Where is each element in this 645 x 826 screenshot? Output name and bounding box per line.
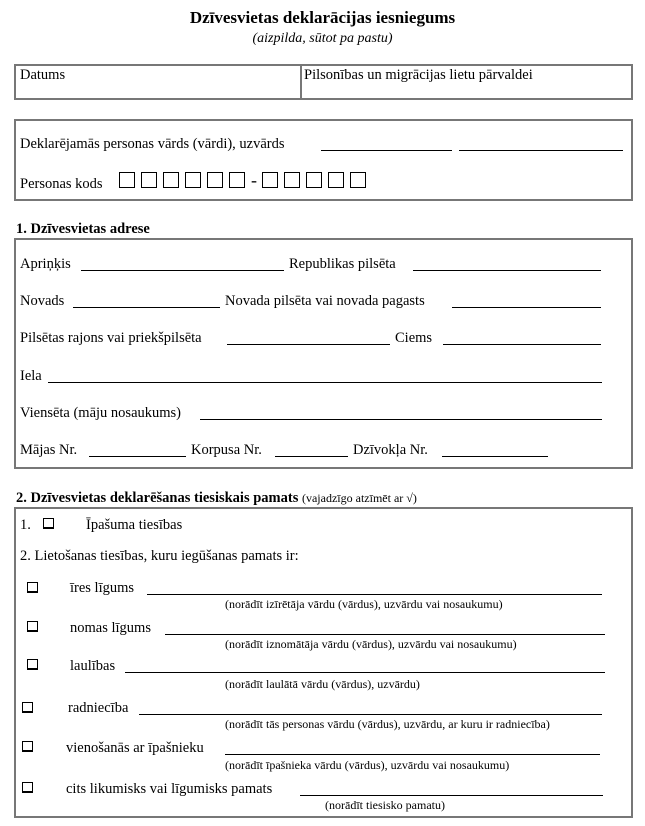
district-label: Apriņķis [20,256,71,272]
code-digit-3[interactable] [163,172,179,188]
form-title: Dzīvesvietas deklarācijas iesniegums [189,8,456,27]
rent-input[interactable] [165,634,605,635]
person-name-input[interactable] [321,150,452,151]
street-label: Iela [20,368,42,384]
other-basis-checkbox[interactable] [22,782,33,793]
other-basis-input[interactable] [300,795,603,796]
marriage-label: laulības [70,658,116,674]
code-digit-8[interactable] [284,172,300,188]
district-input[interactable] [81,270,284,271]
section2-note: (vajadzīgo atzīmēt ar √) [301,491,417,505]
agreement-input[interactable] [225,754,600,755]
person-surname-input[interactable] [459,150,623,151]
municipality-city-input[interactable] [452,307,601,308]
house-no-input[interactable] [89,456,186,457]
address-box [14,238,633,469]
code-digit-4[interactable] [185,172,201,188]
building-no-input[interactable] [275,456,348,457]
code-digit-6[interactable] [229,172,245,188]
house-no-label: Mājas Nr. [20,442,78,458]
lease-input[interactable] [147,594,602,595]
marriage-checkbox[interactable] [27,659,38,670]
building-no-label: Korpusa Nr. [191,442,262,458]
lease-checkbox[interactable] [27,582,38,593]
kinship-input[interactable] [139,714,602,715]
village-input[interactable] [443,344,601,345]
box-divider [300,66,302,98]
code-digit-2[interactable] [141,172,157,188]
code-digit-5[interactable] [207,172,223,188]
agreement-label: vienošanās ar īpašnieku [66,740,204,756]
item1-number: 1. [20,517,31,533]
homestead-label: Viensēta (māju nosaukums) [20,405,182,421]
section1-title: 1. Dzīvesvietas adrese [16,221,150,237]
homestead-input[interactable] [200,419,602,420]
section2-title [16,490,417,507]
city-district-label: Pilsētas rajons vai priekšpilsēta [20,330,202,346]
rent-checkbox[interactable] [27,621,38,632]
section2-title-text: 2. Dzīvesvietas deklarēšanas tiesiskais pamats [16,490,299,506]
other-basis-hint: (norādīt tiesisko pamatu) [325,798,445,812]
municipality-label: Novads [20,293,65,309]
lease-hint: (norādīt izīrētāja vārdu (vārdus), uzvārdu vai nosaukumu) [225,597,503,611]
agreement-checkbox[interactable] [22,741,33,752]
street-input[interactable] [48,382,602,383]
ownership-checkbox[interactable] [43,518,54,529]
kinship-checkbox[interactable] [22,702,33,713]
rent-label: nomas līgums [70,620,151,636]
kinship-hint: (norādīt tās personas vārdu (vārdus), uzvārdu, ar kuru ir radniecība) [225,717,550,731]
apartment-no-label: Dzīvokļa Nr. [353,442,428,458]
code-digit-9[interactable] [306,172,322,188]
lease-label: īres līgums [70,580,135,596]
marriage-input[interactable] [125,672,605,673]
date-field[interactable]: Datums [20,67,66,83]
municipality-city-label: Novada pilsēta vai novada pagasts [225,293,425,309]
city-district-input[interactable] [227,344,390,345]
republic-city-label: Republikas pilsēta [289,256,396,272]
code-digit-7[interactable] [262,172,278,188]
office-label: Pilsonības un migrācijas lietu pārvaldei [304,67,533,83]
village-label: Ciems [395,330,433,346]
item2-label: 2. Lietošanas tiesības, kuru iegūšanas pamats ir: [20,548,299,564]
marriage-hint: (norādīt laulātā vārdu (vārdus), uzvārdu) [225,677,420,691]
agreement-hint: (norādīt īpašnieka vārdu (vārdus), uzvārdu vai nosaukumu) [225,758,510,772]
person-box [14,119,633,201]
apartment-no-input[interactable] [442,456,548,457]
code-separator: - [251,170,257,190]
rent-hint: (norādīt iznomātāja vārdu (vārdus), uzvārdu vai nosaukumu) [225,637,517,651]
person-name-label: Deklarējamās personas vārds (vārdi), uzvārds [20,136,285,152]
republic-city-input[interactable] [413,270,601,271]
person-code-label: Personas kods [20,176,103,192]
code-digit-10[interactable] [328,172,344,188]
code-digit-11[interactable] [350,172,366,188]
municipality-input[interactable] [73,307,220,308]
ownership-label: Īpašuma tiesības [86,517,183,533]
kinship-label: radniecība [68,700,129,716]
form-subtitle: (aizpilda, sūtot pa pastu) [252,31,393,46]
other-basis-label: cits likumisks vai līgumisks pamats [66,781,273,797]
code-digit-1[interactable] [119,172,135,188]
